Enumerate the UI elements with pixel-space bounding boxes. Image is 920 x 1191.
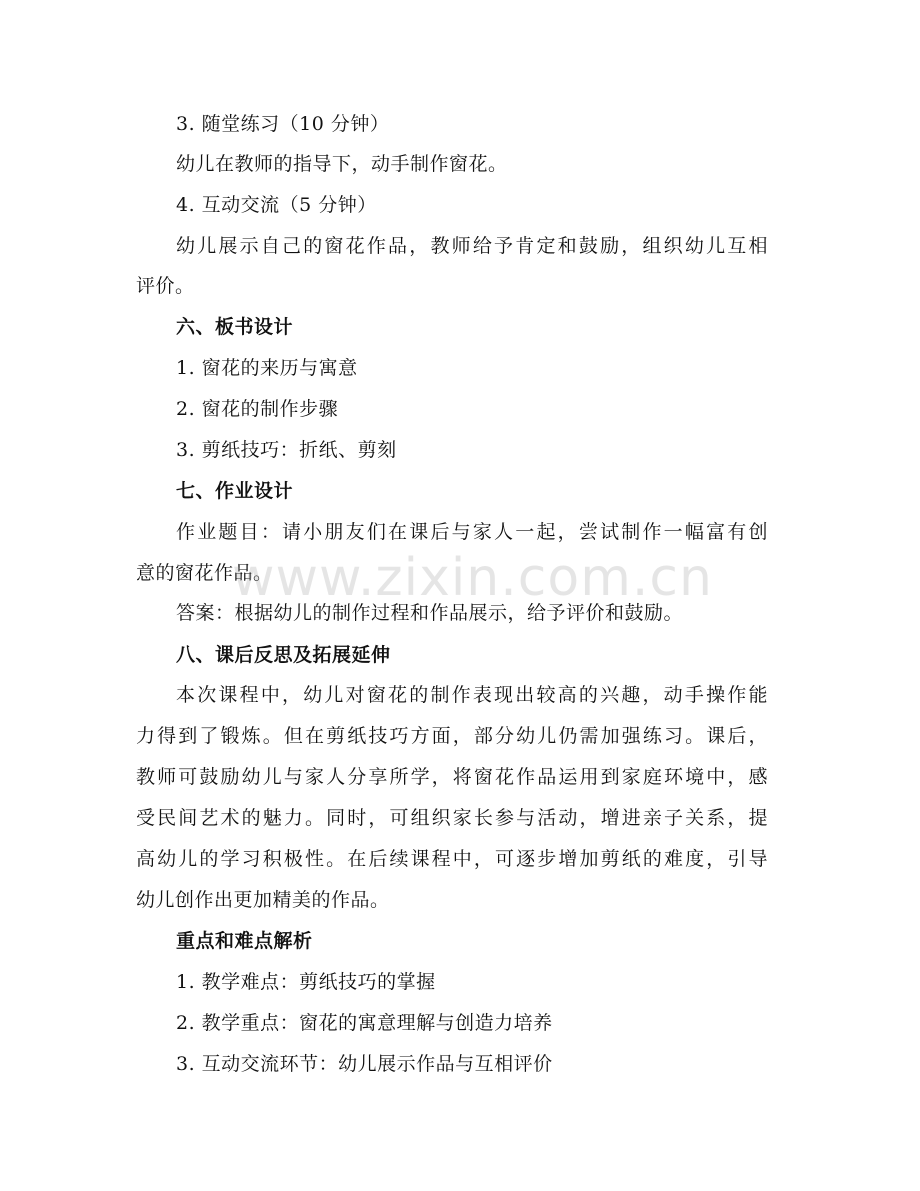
board-item: 1. 窗花的来历与寓意 [176,357,358,379]
heading-key-points: 重点和难点解析 [176,930,313,952]
homework-question-line: 作业题目：请小朋友们在课后与家人一起，尝试制作一幅富有创 [176,521,768,543]
item-practice: 3. 随堂练习（10 分钟） [176,113,390,135]
heading-reflection: 八、课后反思及拓展延伸 [176,644,391,666]
board-item: 3. 剪纸技巧：折纸、剪刻 [176,439,397,461]
key-point-item: 2. 教学重点：窗花的寓意理解与创造力培养 [176,1012,553,1034]
reflection-line: 高幼儿的学习积极性。在后续课程中，可逐步增加剪纸的难度，引导 [136,848,768,870]
reflection-line: 力得到了锻炼。但在剪纸技巧方面，部分幼儿仍需加强练习。课后， [136,725,768,747]
key-point-item: 3. 互动交流环节：幼儿展示作品与互相评价 [176,1053,553,1075]
item-interaction: 4. 互动交流（5 分钟） [176,194,377,216]
watermark: www.zixin.com.cn [232,548,713,608]
homework-question-line: 意的窗花作品。 [136,562,273,584]
board-item: 2. 窗花的制作步骤 [176,398,339,420]
heading-homework-design: 七、作业设计 [176,480,294,502]
paragraph-practice: 幼儿在教师的指导下，动手制作窗花。 [176,153,508,175]
paragraph-interaction-line: 幼儿展示自己的窗花作品，教师给予肯定和鼓励，组织幼儿互相 [176,235,768,257]
reflection-line: 受民间艺术的魅力。同时，可组织家长参与活动，增进亲子关系，提 [136,807,768,829]
homework-answer: 答案：根据幼儿的制作过程和作品展示，给予评价和鼓励。 [176,602,684,624]
paragraph-interaction-line: 评价。 [136,275,195,297]
reflection-line: 幼儿创作出更加精美的作品。 [136,889,390,911]
heading-board-design: 六、板书设计 [176,316,294,338]
reflection-line: 教师可鼓励幼儿与家人分享所学，将窗花作品运用到家庭环境中，感 [136,766,768,788]
reflection-line: 本次课程中，幼儿对窗花的制作表现出较高的兴趣，动手操作能 [176,684,768,706]
key-point-item: 1. 教学难点：剪纸技巧的掌握 [176,971,436,993]
